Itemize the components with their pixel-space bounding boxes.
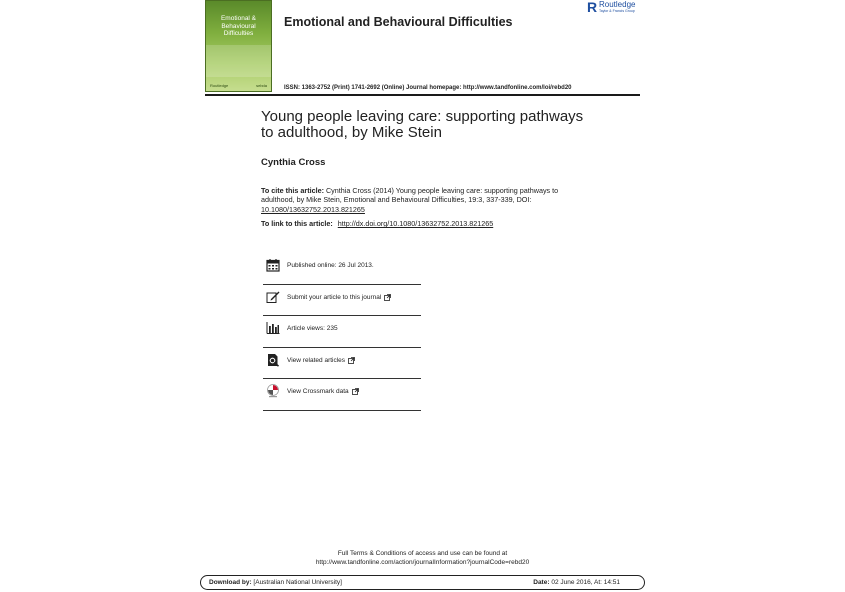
terms-url[interactable]: http://www.tandfonline.com/action/journalInformation?journalCode=rebd20 xyxy=(315,558,530,566)
list-item-submit[interactable] xyxy=(263,285,421,317)
article-title: Young people leaving care: supporting pathways to adulthood, by Mike Stein xyxy=(261,108,584,141)
external-link-icon xyxy=(384,294,391,301)
terms-notice xyxy=(0,550,845,567)
cover-society-mark: sebda xyxy=(256,83,267,88)
list-item-crossmark[interactable] xyxy=(263,379,421,411)
citation-block xyxy=(261,186,573,214)
cover-title: Emotional & Behavioural Difficulties xyxy=(220,15,257,37)
journal-cover-image xyxy=(205,0,272,92)
view-related-link[interactable] xyxy=(287,357,355,364)
download-date-label: Date: xyxy=(533,579,550,586)
article-info-list xyxy=(263,253,421,411)
download-by-value: [Australian National University] xyxy=(253,579,342,586)
submit-article-label: Submit your article to this journal xyxy=(287,293,382,301)
view-related-label: View related articles xyxy=(287,357,346,364)
document-search-icon xyxy=(266,353,280,367)
pencil-edit-icon xyxy=(266,290,280,304)
download-info-bar xyxy=(200,575,645,590)
view-crossmark-link[interactable] xyxy=(287,388,359,395)
cover-publisher-mark: Routledge xyxy=(210,83,229,88)
crossmark-icon xyxy=(266,384,280,398)
download-by-label: Download by: xyxy=(209,579,252,586)
journal-name: Emotional and Behavioural Difficulties xyxy=(284,15,513,29)
publisher-subtitle: Taylor & Francis Group xyxy=(599,9,635,13)
cite-doi-link[interactable]: 10.1080/13632752.2013.821265 xyxy=(261,204,365,214)
cite-label: To cite this article: xyxy=(261,186,324,195)
article-link-line xyxy=(261,219,493,228)
issn-line: ISSN: 1363-2752 (Print) 1741-2692 (Online) Journal homepage: http://www.tandfonline.com/loi/rebd20 xyxy=(284,85,572,91)
routledge-r-icon: R xyxy=(587,0,598,15)
article-doi-link[interactable]: http://dx.doi.org/10.1080/13632752.2013.821265 xyxy=(337,219,494,228)
published-date: Published online: 26 Jul 2013. xyxy=(287,262,374,269)
article-views: Article views: 235 xyxy=(287,325,338,333)
external-link-icon xyxy=(348,357,355,364)
cite-text: Cynthia Cross (2014) Young people leaving care: supporting pathways to adulthood, by Mike Stein, Emotional and Behavioural Difficulties, 19:3, 337-339, DOI: xyxy=(261,186,559,205)
external-link-icon xyxy=(352,388,359,395)
download-by xyxy=(209,579,342,586)
article-author: Cynthia Cross xyxy=(261,157,326,168)
download-date xyxy=(533,579,620,586)
cover-band xyxy=(206,45,271,77)
terms-line-1: Full Terms & Conditions of access and use can be found at xyxy=(337,550,508,557)
view-crossmark-label: View Crossmark data xyxy=(287,388,349,396)
bar-chart-icon xyxy=(266,321,280,335)
submit-article-link[interactable] xyxy=(287,294,391,301)
publisher-name: Routledge xyxy=(599,0,636,9)
publisher-logo[interactable] xyxy=(587,0,647,16)
list-item-related[interactable] xyxy=(263,348,421,380)
list-item-views xyxy=(263,316,421,348)
link-label: To link to this article: xyxy=(261,219,333,228)
calendar-icon xyxy=(266,258,280,272)
header-divider xyxy=(205,94,640,96)
list-item-published xyxy=(263,253,421,285)
download-date-value: 02 June 2016, At: 14:51 xyxy=(551,579,620,586)
